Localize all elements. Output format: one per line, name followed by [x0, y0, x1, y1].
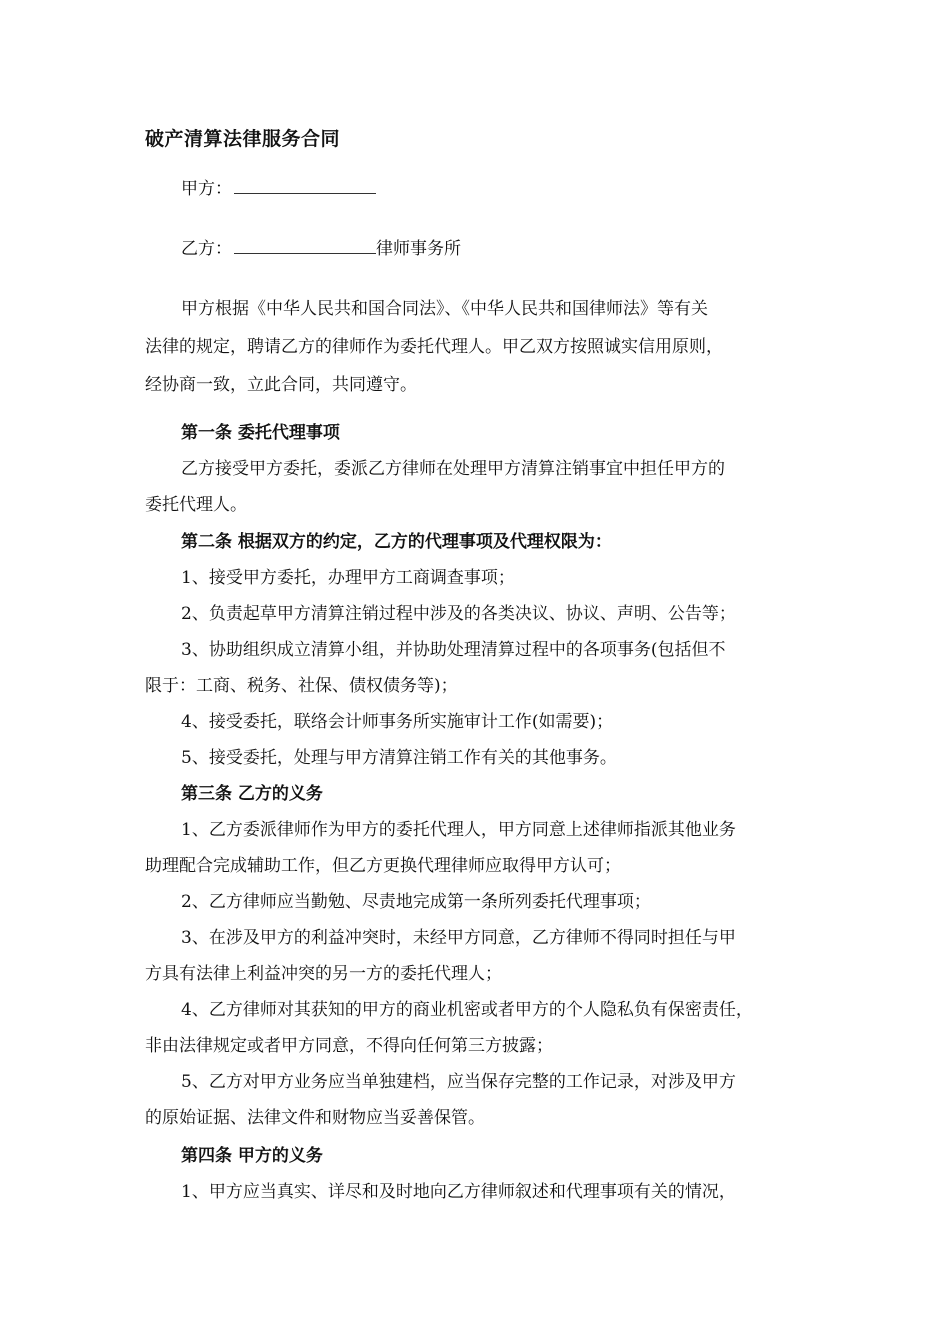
party-a-line [181, 178, 810, 200]
article-3-line: 的原始证据、法律文件和财物应当妥善保管。 [145, 1108, 485, 1128]
article-2-line: 限于：工商、税务、社保、债权债务等)； [145, 676, 458, 696]
article-2-heading: 第二条 根据双方的约定，乙方的代理事项及代理权限为： [181, 532, 612, 552]
article-3-line: 助理配合完成辅助工作，但乙方更换代理律师应取得甲方认可； [145, 856, 621, 876]
party-a-blank [234, 178, 376, 194]
party-a-label: 甲方： [181, 179, 232, 199]
document-title: 破产清算法律服务合同 [145, 128, 341, 150]
party-b-label: 乙方： [181, 239, 232, 259]
article-3-line: 4、乙方律师对其获知的甲方的商业机密或者甲方的个人隐私负有保密责任， [181, 1000, 753, 1020]
article-1-heading: 第一条 委托代理事项 [181, 423, 340, 443]
preamble-line: 甲方根据《中华人民共和国合同法》、《中华人民共和国律师法》等有关 [181, 299, 708, 319]
party-b-blank [234, 238, 376, 254]
article-2-line: 4、接受委托，联络会计师事务所实施审计工作(如需要)； [181, 712, 614, 732]
article-1-line: 乙方接受甲方委托，委派乙方律师在处理甲方清算注销事宜中担任甲方的 [181, 459, 725, 479]
party-b-line [181, 238, 810, 260]
article-3-line: 非由法律规定或者甲方同意，不得向任何第三方披露； [145, 1036, 553, 1056]
article-2-line: 1、接受甲方委托，办理甲方工商调查事项； [181, 568, 515, 588]
article-3-heading: 第三条 乙方的义务 [181, 784, 323, 804]
preamble-line: 经协商一致，立此合同，共同遵守。 [145, 375, 417, 395]
article-3-line: 2、乙方律师应当勤勉、尽责地完成第一条所列委托代理事项； [181, 892, 651, 912]
article-4-line: 1、甲方应当真实、详尽和及时地向乙方律师叙述和代理事项有关的情况， [181, 1182, 736, 1202]
preamble-line: 法律的规定，聘请乙方的律师作为委托代理人。甲乙双方按照诚实信用原则， [145, 337, 723, 357]
article-2-line: 3、协助组织成立清算小组，并协助处理清算过程中的各项事务(包括但不 [181, 640, 726, 660]
article-4-heading: 第四条 甲方的义务 [181, 1146, 323, 1166]
article-3-line: 1、乙方委派律师作为甲方的委托代理人，甲方同意上述律师指派其他业务 [181, 820, 736, 840]
article-3-line: 5、乙方对甲方业务应当单独建档，应当保存完整的工作记录，对涉及甲方 [181, 1072, 736, 1092]
party-b-suffix: 律师事务所 [376, 239, 461, 259]
article-1-line: 委托代理人。 [145, 495, 247, 515]
article-2-line: 5、接受委托，处理与甲方清算注销工作有关的其他事务。 [181, 748, 617, 768]
article-3-line: 方具有法律上利益冲突的另一方的委托代理人； [145, 964, 502, 984]
article-2-line: 2、负责起草甲方清算注销过程中涉及的各类决议、协议、声明、公告等； [181, 604, 736, 624]
article-3-line: 3、在涉及甲方的利益冲突时，未经甲方同意，乙方律师不得同时担任与甲 [181, 928, 736, 948]
